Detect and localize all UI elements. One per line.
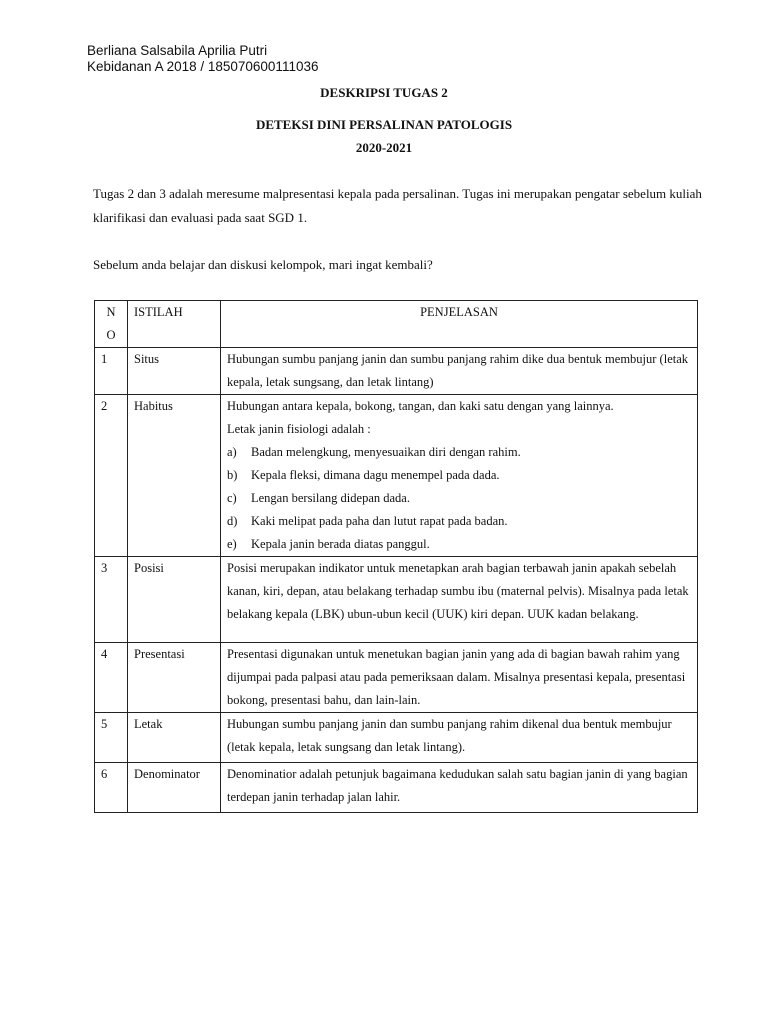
- row-number: 4: [95, 643, 128, 713]
- row-description: Posisi merupakan indikator untuk menetapkan arah bagian terbawah janin apakah sebelah kanan, kiri, depan, atau belakang terhadap sumbu ibu (maternal pelvis). Misalnya pada letak belakang kepala (LBK) ubun-ubun kecil (UUK) kiri depan. UUK kadan belakang.: [221, 557, 698, 643]
- row-description: Denominatior adalah petunjuk bagaimana kedudukan salah satu bagian janin di yang bagian terdepan janin terhadap jalan lahir.: [221, 763, 698, 813]
- author-info: Kebidanan A 2018 / 185070600111036: [87, 59, 319, 74]
- document-subtitle: DETEKSI DINI PERSALINAN PATOLOGIS: [255, 117, 513, 132]
- list-letter: a): [227, 445, 237, 459]
- author-block: [87, 43, 318, 75]
- row-term: Presentasi: [128, 643, 221, 713]
- list-item: [227, 464, 691, 487]
- row-description: Hubungan antara kepala, bokong, tangan, dan kaki satu dengan yang lainnya.: [227, 399, 614, 413]
- table-header-row: [95, 301, 698, 348]
- prompt-paragraph: Sebelum anda belajar dan diskusi kelompok, mari ingat kembali?: [93, 257, 433, 272]
- list-text: Kepala janin berada diatas panggul.: [251, 537, 430, 551]
- intro-paragraph: Tugas 2 dan 3 adalah meresume malpresentasi kepala pada persalinan. Tugas ini merupakan pengatar sebelum kuliah klarifikasi dan evaluasi pada saat SGD 1.: [93, 186, 702, 225]
- header-no: [95, 301, 128, 348]
- row-number: 3: [95, 557, 128, 643]
- list-letter: b): [227, 468, 238, 482]
- header-no-line1: N: [106, 305, 116, 319]
- row-term: Posisi: [128, 557, 221, 643]
- table-row: [95, 763, 698, 813]
- row-description: Hubungan sumbu panjang janin dan sumbu panjang rahim dike dua bentuk membujur (letak kepala, letak sungsang, dan letak lintang): [221, 348, 698, 395]
- row-term: Situs: [128, 348, 221, 395]
- author-name: Berliana Salsabila Aprilia Putri: [87, 43, 268, 58]
- row-number: 5: [95, 713, 128, 763]
- list-letter: c): [227, 491, 237, 505]
- table-row: [95, 713, 698, 763]
- row-number: 6: [95, 763, 128, 813]
- list-text: Badan melengkung, menyesuaikan diri dengan rahim.: [251, 445, 521, 459]
- row-description: Hubungan sumbu panjang janin dan sumbu panjang rahim dikenal dua bentuk membujur (letak kepala, letak sungsang dan letak lintang).: [221, 713, 698, 763]
- row-term: Letak: [128, 713, 221, 763]
- row-sub-intro: Letak janin fisiologi adalah :: [227, 422, 371, 436]
- table-row: [95, 395, 698, 557]
- row-description-block: [221, 395, 698, 557]
- row-term: Habitus: [128, 395, 221, 557]
- header-istilah: ISTILAH: [128, 301, 221, 348]
- list-item: [227, 510, 691, 533]
- list-letter: e): [227, 537, 237, 551]
- list-letter: d): [227, 514, 238, 528]
- list-text: Kaki melipat pada paha dan lutut rapat pada badan.: [251, 514, 508, 528]
- list-item: [227, 487, 691, 510]
- list-text: Kepala fleksi, dimana dagu menempel pada dada.: [251, 468, 500, 482]
- list-item: [227, 533, 691, 556]
- document-title: DESKRIPSI TUGAS 2: [320, 85, 448, 100]
- row-term: Denominator: [128, 763, 221, 813]
- table-row: [95, 348, 698, 395]
- table-row: [95, 643, 698, 713]
- header-penjelasan: PENJELASAN: [221, 301, 698, 348]
- table-row: [95, 557, 698, 643]
- list-text: Lengan bersilang didepan dada.: [251, 491, 410, 505]
- row-description: Presentasi digunakan untuk menetukan bagian janin yang ada di bagian bawah rahim yang dijumpai pada palpasi atau pada pemeriksaan dalam. Misalnya presentasi kepala, presentasi bokong, presentasi bahu, dan lain-lain.: [221, 643, 698, 713]
- document-year: 2020-2021: [355, 140, 413, 155]
- header-no-line2: O: [106, 328, 116, 342]
- row-number: 2: [95, 395, 128, 557]
- list-item: [227, 441, 691, 464]
- terms-table: [94, 300, 698, 813]
- row-number: 1: [95, 348, 128, 395]
